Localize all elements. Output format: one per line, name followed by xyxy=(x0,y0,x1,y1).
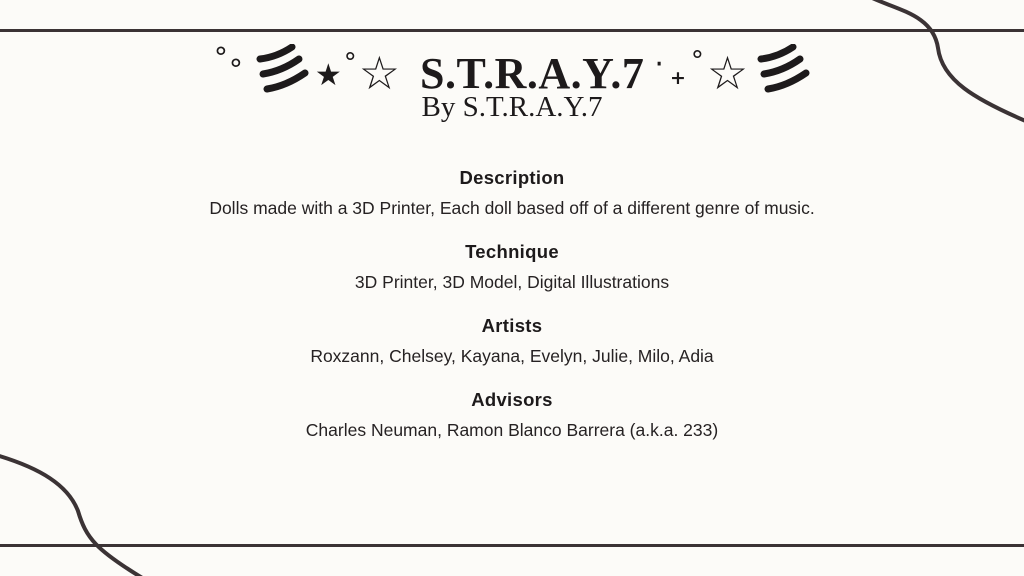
section-heading: Description xyxy=(459,167,565,188)
top-rule xyxy=(0,29,1024,32)
filled-star-icon: ★ xyxy=(314,58,342,93)
slide-title: S.T.R.A.Y.7 xyxy=(420,49,645,98)
degree-dot-icon: ° xyxy=(690,46,704,76)
section-body: 3D Printer, 3D Model, Digital Illustrations xyxy=(354,272,670,292)
slide-sections xyxy=(0,164,1024,460)
section-body: Roxzann, Chelsey, Kayana, Evelyn, Julie, Milo, Adia xyxy=(310,346,714,366)
corner-flourish-bottom-left xyxy=(0,455,144,576)
subscript-plus-icon: + xyxy=(669,66,686,89)
degree-dot-icon: ° xyxy=(343,48,357,78)
degree-dot-icon: ° xyxy=(228,53,243,86)
section-advisors xyxy=(0,386,1024,442)
section-heading: Advisors xyxy=(471,389,553,410)
middle-dot-icon: · xyxy=(654,47,664,82)
sparkle-strokes-icon xyxy=(754,44,810,96)
outline-star-icon: ☆ xyxy=(706,46,749,100)
slide-byline: By S.T.R.A.Y.7 xyxy=(421,91,603,123)
sparkle-strokes-icon xyxy=(253,44,309,96)
section-body: Charles Neuman, Ramon Blanco Barrera (a.k.a. 233) xyxy=(305,420,719,440)
section-technique xyxy=(0,238,1024,294)
bottom-rule xyxy=(0,544,1024,547)
degree-dot-icon: ° xyxy=(213,41,228,74)
outline-star-icon: ☆ xyxy=(358,46,401,100)
section-heading: Technique xyxy=(465,241,559,262)
section-description xyxy=(0,164,1024,220)
section-artists xyxy=(0,312,1024,368)
section-body: Dolls made with a 3D Printer, Each doll based off of a different genre of music. xyxy=(209,198,815,218)
section-heading: Artists xyxy=(481,315,543,336)
